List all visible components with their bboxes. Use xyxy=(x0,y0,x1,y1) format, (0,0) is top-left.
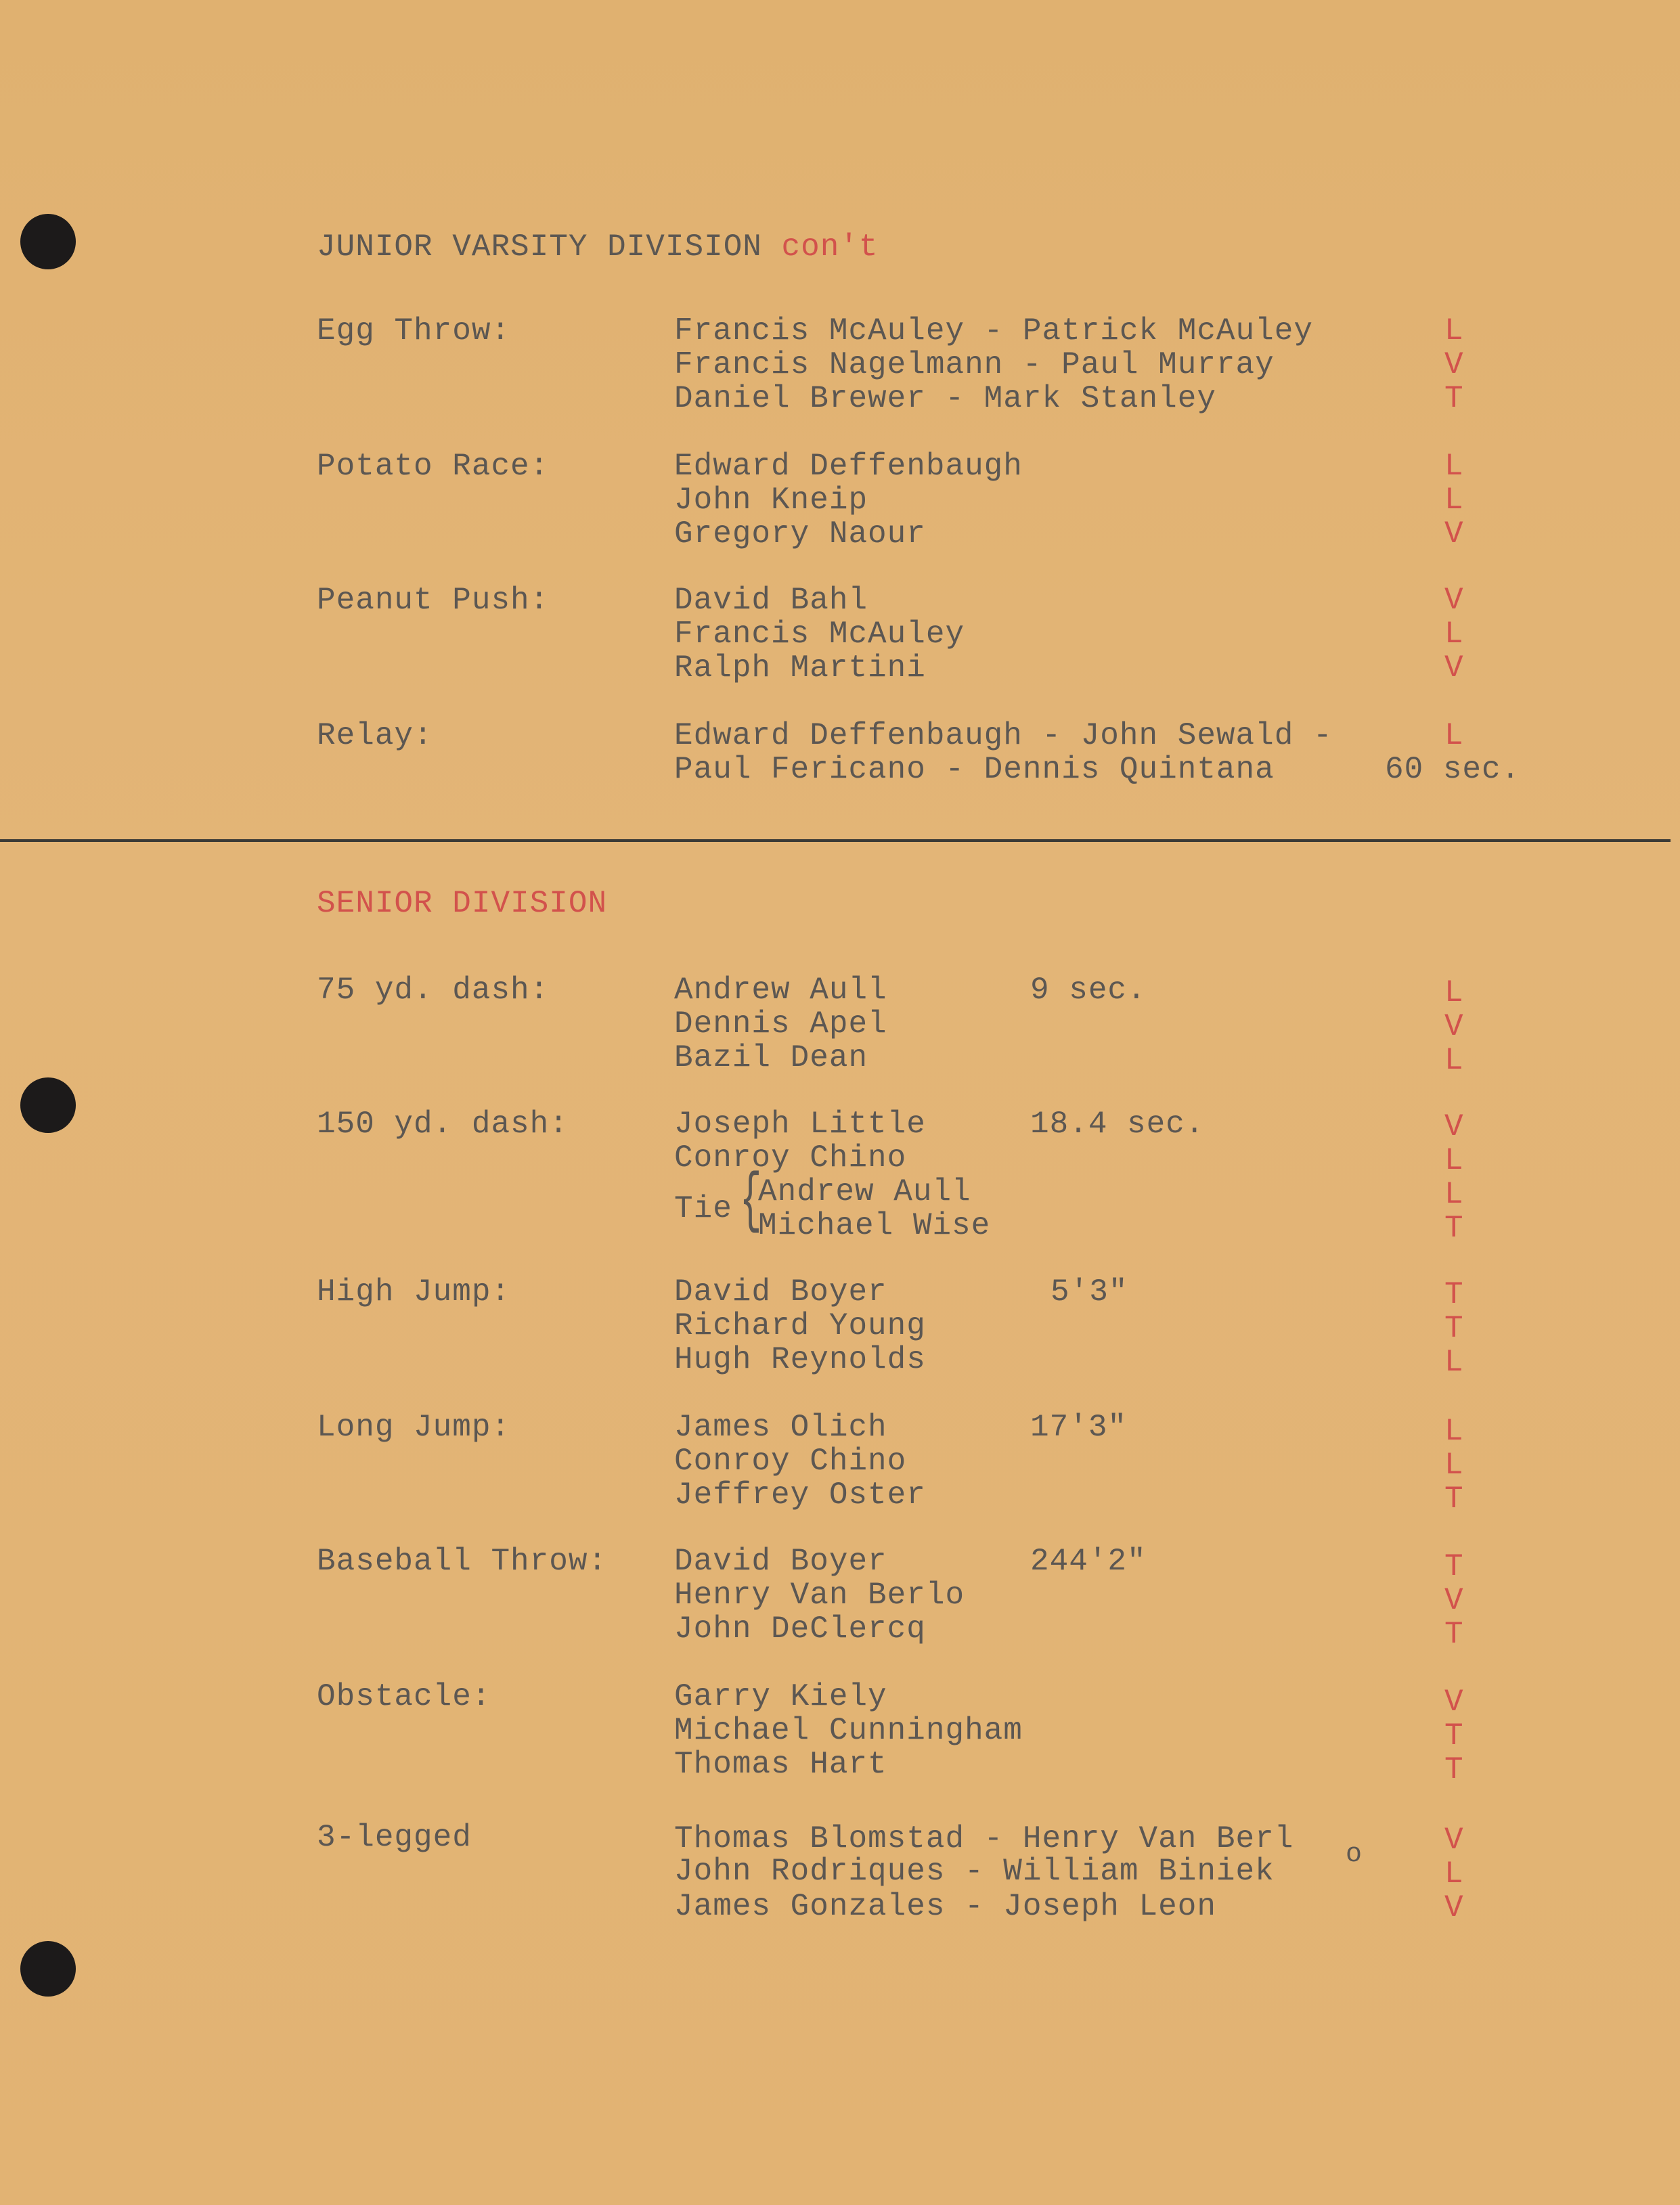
grade-mark: V xyxy=(1444,583,1464,618)
entry-line: Francis McAuley - Patrick McAuley xyxy=(674,313,1313,349)
jv-heading xyxy=(317,230,879,264)
entry-line: Joseph Little xyxy=(674,1107,926,1142)
entry-line: Michael Wise xyxy=(758,1208,991,1243)
entry-line: Andrew Aull xyxy=(674,973,887,1008)
grade-mark: T xyxy=(1444,1752,1464,1787)
entry-line: Bazil Dean xyxy=(674,1040,868,1075)
grade-mark: L xyxy=(1444,1177,1464,1212)
entry-line: Edward Deffenbaugh xyxy=(674,449,1023,484)
entry-line: Michael Cunningham xyxy=(674,1713,1023,1748)
binder-hole xyxy=(20,214,76,269)
grade-mark: T xyxy=(1444,1718,1464,1754)
entry-line: Edward Deffenbaugh - John Sewald - xyxy=(674,718,1333,753)
entry-line-suffix: o xyxy=(1346,1840,1363,1870)
entry-line: Thomas Blomstad - Henry Van Berl xyxy=(674,1821,1294,1856)
grade-mark: T xyxy=(1444,1549,1464,1584)
grade-mark: T xyxy=(1444,1311,1464,1346)
entry-line: Paul Fericano - Dennis Quintana xyxy=(674,752,1275,787)
entry-line: Thomas Hart xyxy=(674,1747,887,1782)
event-label: Long Jump: xyxy=(317,1410,511,1445)
grade-mark: V xyxy=(1444,1890,1464,1925)
entry-line: Hugh Reynolds xyxy=(674,1342,926,1377)
grade-mark: V xyxy=(1444,1583,1464,1618)
grade-mark: T xyxy=(1444,1482,1464,1517)
entry-line: John DeClercq xyxy=(674,1611,926,1647)
tie-brace: { xyxy=(740,1164,762,1239)
result-time: 60 sec. xyxy=(1385,752,1521,787)
grade-mark: L xyxy=(1444,483,1464,518)
result-time: 18.4 sec. xyxy=(1030,1107,1205,1142)
grade-mark: L xyxy=(1444,718,1464,753)
result-height: 5'3" xyxy=(1051,1274,1128,1310)
entry-line: Ralph Martini xyxy=(674,650,926,686)
event-label: Obstacle: xyxy=(317,1679,491,1714)
entry-line: Henry Van Berlo xyxy=(674,1578,965,1613)
entry-line: Dennis Apel xyxy=(674,1006,887,1042)
grade-mark: V xyxy=(1444,650,1464,686)
entry-line: James Gonzales - Joseph Leon xyxy=(674,1889,1216,1924)
grade-mark: L xyxy=(1444,1856,1464,1892)
entry-line: Jeffrey Oster xyxy=(674,1477,926,1513)
grade-mark: T xyxy=(1444,1277,1464,1312)
event-label: Potato Race: xyxy=(317,449,550,484)
entry-line: James Olich xyxy=(674,1410,887,1445)
jv-title-suffix: con't xyxy=(781,229,879,265)
binder-hole xyxy=(20,1077,76,1133)
entry-line: Richard Young xyxy=(674,1308,926,1343)
result-time: 9 sec. xyxy=(1030,973,1147,1008)
grade-mark: L xyxy=(1444,1448,1464,1483)
event-label: Egg Throw: xyxy=(317,313,511,349)
grade-mark: L xyxy=(1444,449,1464,484)
entry-line: Gregory Naour xyxy=(674,516,926,552)
entry-line: John Kneip xyxy=(674,483,868,518)
binder-hole xyxy=(20,1941,76,1997)
section-divider xyxy=(0,839,1671,842)
entry-line: Conroy Chino xyxy=(674,1444,907,1479)
entry-line: David Boyer xyxy=(674,1544,887,1579)
grade-mark: L xyxy=(1444,1043,1464,1078)
grade-mark: T xyxy=(1444,1617,1464,1652)
grade-mark: L xyxy=(1444,1345,1464,1380)
entry-line: Francis McAuley xyxy=(674,617,965,652)
grade-mark: V xyxy=(1444,1009,1464,1044)
senior-heading: SENIOR DIVISION xyxy=(317,886,608,921)
entry-line: David Bahl xyxy=(674,583,868,618)
event-label: 75 yd. dash: xyxy=(317,973,550,1008)
grade-mark: V xyxy=(1444,1685,1464,1720)
event-label: High Jump: xyxy=(317,1274,511,1310)
grade-mark: T xyxy=(1444,1211,1464,1246)
grade-mark: L xyxy=(1444,617,1464,652)
result-distance: 244'2" xyxy=(1030,1544,1147,1579)
grade-mark: V xyxy=(1444,516,1464,552)
entry-line: Conroy Chino xyxy=(674,1140,907,1176)
event-label: Peanut Push: xyxy=(317,583,550,618)
grade-mark: L xyxy=(1444,1143,1464,1178)
grade-mark: L xyxy=(1444,975,1464,1010)
entry-line: Daniel Brewer - Mark Stanley xyxy=(674,381,1216,416)
tie-label: Tie xyxy=(674,1191,732,1226)
grade-mark: L xyxy=(1444,1414,1464,1449)
event-label: Relay: xyxy=(317,718,433,753)
grade-mark: T xyxy=(1444,381,1464,416)
entry-line: Andrew Aull xyxy=(758,1174,971,1209)
grade-mark: V xyxy=(1444,1109,1464,1144)
grade-mark: V xyxy=(1444,347,1464,382)
result-distance: 17'3" xyxy=(1030,1410,1128,1445)
grade-mark: V xyxy=(1444,1823,1464,1858)
event-label: 3-legged xyxy=(317,1820,472,1855)
entry-line: Garry Kiely xyxy=(674,1679,887,1714)
grade-mark: L xyxy=(1444,313,1464,349)
entry-line: John Rodriques - William Biniek xyxy=(674,1854,1275,1889)
entry-line: Francis Nagelmann - Paul Murray xyxy=(674,347,1275,382)
event-label: Baseball Throw: xyxy=(317,1544,608,1579)
entry-line: David Boyer xyxy=(674,1274,887,1310)
jv-title: JUNIOR VARSITY DIVISION xyxy=(317,229,762,265)
event-label: 150 yd. dash: xyxy=(317,1107,569,1142)
